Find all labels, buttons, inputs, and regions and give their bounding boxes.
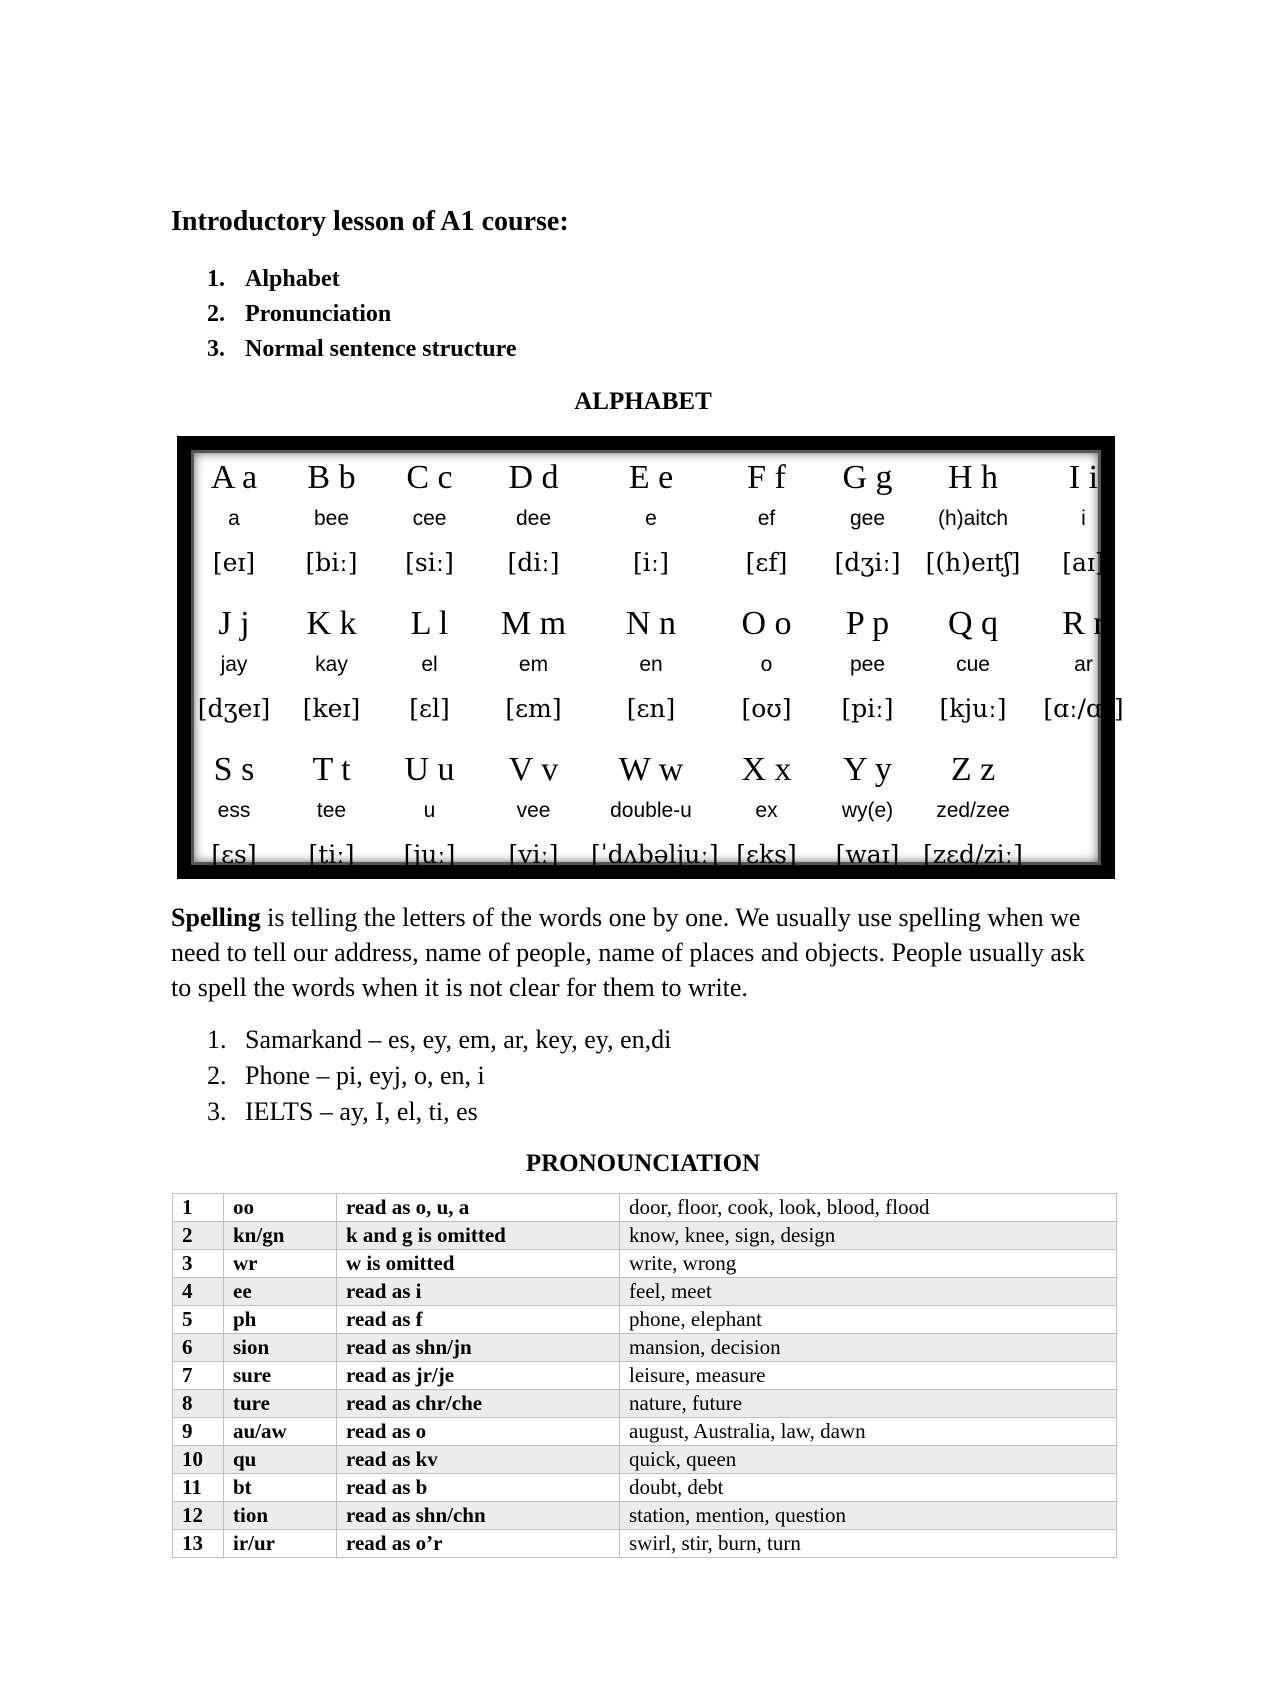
letter-ipa: [viː]: [508, 840, 559, 869]
letter-ipa: [ɛf]: [745, 548, 788, 577]
example-number: 1.: [207, 1025, 227, 1054]
letter-ipa: [ɛn]: [626, 694, 676, 723]
example-words: leisure, measure: [620, 1362, 1117, 1390]
letter-combination: oo: [224, 1194, 337, 1222]
row-number: 4: [173, 1278, 224, 1306]
outline-item: [207, 262, 516, 297]
alphabet-letter: B b: [307, 459, 356, 496]
alphabet-letter: I i: [1068, 459, 1099, 496]
alphabet-cell: [289, 459, 374, 584]
alphabet-cell: [194, 459, 274, 584]
alphabet-cell: [820, 751, 915, 876]
table-row: [173, 1446, 1117, 1474]
row-number: 7: [173, 1362, 224, 1390]
alphabet-cell: [820, 605, 915, 730]
table-row: [173, 1530, 1117, 1558]
alphabet-cell: [591, 605, 711, 730]
letter-name: gee: [849, 507, 886, 530]
letter-ipa: [diː]: [507, 548, 560, 577]
row-number: 5: [173, 1306, 224, 1334]
table-row: [173, 1502, 1117, 1530]
spelling-examples: [207, 1022, 671, 1130]
letter-combination: au/aw: [224, 1418, 337, 1446]
letter-name: em: [518, 653, 549, 676]
letter-ipa: [(h)eɪtʃ]: [925, 548, 1021, 577]
row-number: 13: [173, 1530, 224, 1558]
row-number: 2: [173, 1222, 224, 1250]
table-row: [173, 1222, 1117, 1250]
alphabet-cell: [289, 605, 374, 730]
alphabet-cell: [387, 605, 472, 730]
alphabet-letter: L l: [410, 605, 449, 642]
table-row: [173, 1278, 1117, 1306]
outline-number: 1.: [207, 266, 225, 292]
letter-ipa: [dʒeɪ]: [197, 694, 271, 723]
letter-combination: qu: [224, 1446, 337, 1474]
example-words: feel, meet: [620, 1278, 1117, 1306]
pronunciation-rule: read as o’r: [337, 1530, 620, 1558]
letter-name: e: [645, 507, 657, 530]
row-number: 9: [173, 1418, 224, 1446]
letter-combination: wr: [224, 1250, 337, 1278]
pronunciation-rule: w is omitted: [337, 1250, 620, 1278]
pronunciation-rule: read as o: [337, 1418, 620, 1446]
letter-ipa: [dʒiː]: [834, 548, 901, 577]
alphabet-letter: E e: [628, 459, 674, 496]
alphabet-letter: Y y: [843, 751, 892, 788]
alphabet-chart: [177, 436, 1124, 879]
alphabet-letter: F f: [747, 459, 786, 496]
example-words: write, wrong: [620, 1250, 1117, 1278]
alphabet-letter: Q q: [947, 605, 999, 642]
pronunciation-rule: read as chr/che: [337, 1390, 620, 1418]
pronunciation-rule: read as shn/chn: [337, 1502, 620, 1530]
example-words: mansion, decision: [620, 1334, 1117, 1362]
letter-name: en: [639, 653, 663, 676]
alphabet-cell: [729, 459, 804, 584]
letter-name: i: [1081, 507, 1086, 530]
spelling-example: [207, 1022, 671, 1058]
letter-name: a: [228, 507, 240, 530]
alphabet-cell: [591, 459, 711, 584]
letter-name: u: [423, 799, 436, 822]
page-title: Introductory lesson of A1 course:: [171, 206, 569, 237]
pronunciation-rule: read as o, u, a: [337, 1194, 620, 1222]
alphabet-grid: [194, 453, 1124, 869]
alphabet-cell: [729, 751, 804, 876]
spelling-definition: is telling the letters of the words one by one. We usually use spelling when we need to tell our address, name of people, name of places and objects. People usually ask to spell the words when it is not clear for them to write.: [171, 903, 1086, 1002]
alphabet-letter: S s: [213, 751, 255, 788]
alphabet-letter: T t: [312, 751, 351, 788]
alphabet-letter: H h: [947, 459, 999, 496]
letter-name: cee: [412, 507, 447, 530]
spelling-example: [207, 1058, 671, 1094]
table-row: [173, 1418, 1117, 1446]
letter-name: zed/zee: [936, 799, 1010, 822]
alphabet-letter: J j: [218, 605, 250, 642]
letter-combination: ph: [224, 1306, 337, 1334]
alphabet-chart-frame: [191, 450, 1124, 869]
pronunciation-heading: PRONOUNCIATION: [525, 1150, 761, 1177]
letter-name: wy(e): [841, 799, 894, 822]
letter-ipa: [ɑː/ɑr]: [1043, 694, 1124, 723]
outline-label: Pronunciation: [245, 301, 392, 327]
row-number: 11: [173, 1474, 224, 1502]
alphabet-letter: N n: [625, 605, 677, 642]
example-words: swirl, stir, burn, turn: [620, 1530, 1117, 1558]
alphabet-letter: W w: [618, 751, 684, 788]
table-row: [173, 1194, 1117, 1222]
pronunciation-rule: read as jr/je: [337, 1362, 620, 1390]
alphabet-letter: C c: [406, 459, 453, 496]
alphabet-heading: ALPHABET: [574, 388, 712, 415]
outline-number: 3.: [207, 336, 225, 362]
alphabet-letter: U u: [404, 751, 455, 788]
row-number: 6: [173, 1334, 224, 1362]
table-row: [173, 1334, 1117, 1362]
letter-ipa: [ˈdʌbəljuː]: [591, 840, 719, 869]
pronunciation-table: [172, 1193, 1117, 1558]
alphabet-letter: X x: [741, 751, 792, 788]
letter-ipa: [kjuː]: [939, 694, 1007, 723]
alphabet-cell: [918, 751, 1028, 876]
letter-combination: sure: [224, 1362, 337, 1390]
row-number: 1: [173, 1194, 224, 1222]
letter-ipa: [zɛd/ziː]: [923, 840, 1023, 869]
letter-combination: ture: [224, 1390, 337, 1418]
example-words: august, Australia, law, dawn: [620, 1418, 1117, 1446]
letter-combination: ir/ur: [224, 1530, 337, 1558]
example-words: phone, elephant: [620, 1306, 1117, 1334]
letter-name: o: [760, 653, 773, 676]
example-words: doubt, debt: [620, 1474, 1117, 1502]
letter-ipa: [eɪ]: [212, 548, 256, 577]
alphabet-cell: [486, 459, 581, 584]
example-text: Phone – pi, eyj, o, en, i: [245, 1061, 485, 1090]
alphabet-cell: [194, 605, 274, 730]
letter-name: tee: [316, 799, 347, 822]
table-row: [173, 1362, 1117, 1390]
alphabet-cell: [387, 751, 472, 876]
letter-name: ar: [1074, 653, 1093, 676]
letter-ipa: [siː]: [405, 548, 454, 577]
alphabet-cell: [1042, 459, 1125, 584]
letter-combination: sion: [224, 1334, 337, 1362]
letter-combination: kn/gn: [224, 1222, 337, 1250]
letter-name: cue: [956, 653, 990, 676]
alphabet-cell: [918, 605, 1028, 730]
table-row: [173, 1306, 1117, 1334]
row-number: 12: [173, 1502, 224, 1530]
alphabet-letter: O o: [741, 605, 792, 642]
alphabet-letter: V v: [508, 751, 559, 788]
alphabet-cell: [387, 459, 472, 584]
letter-combination: bt: [224, 1474, 337, 1502]
pronunciation-rule: read as kv: [337, 1446, 620, 1474]
alphabet-cell: [820, 459, 915, 584]
alphabet-letter: M m: [500, 605, 567, 642]
letter-name: (h)aitch: [937, 507, 1009, 530]
outline-number: 2.: [207, 301, 225, 327]
alphabet-letter: K k: [306, 605, 357, 642]
lesson-outline: [207, 262, 516, 367]
letter-ipa: [aɪ]: [1062, 548, 1105, 577]
letter-ipa: [biː]: [305, 548, 358, 577]
letter-ipa: [ɛl]: [409, 694, 450, 723]
pronunciation-rule: read as i: [337, 1278, 620, 1306]
example-words: door, floor, cook, look, blood, flood: [620, 1194, 1117, 1222]
letter-name: ex: [755, 799, 778, 822]
letter-ipa: [iː]: [633, 548, 669, 577]
letter-ipa: [ɛs]: [211, 840, 257, 869]
letter-ipa: [waɪ]: [835, 840, 900, 869]
alphabet-cell: [591, 751, 719, 876]
letter-ipa: [tiː]: [308, 840, 355, 869]
outline-label: Normal sentence structure: [245, 336, 517, 362]
alphabet-cell: [289, 751, 374, 876]
example-words: station, mention, question: [620, 1502, 1117, 1530]
alphabet-cell: [1042, 605, 1125, 730]
table-row: [173, 1474, 1117, 1502]
alphabet-cell: [918, 459, 1028, 584]
alphabet-cell: [729, 605, 804, 730]
outline-label: Alphabet: [245, 266, 340, 292]
example-number: 3.: [207, 1097, 227, 1126]
row-number: 10: [173, 1446, 224, 1474]
letter-ipa: [ɛks]: [736, 840, 797, 869]
alphabet-letter: A a: [210, 459, 258, 496]
letter-name: vee: [516, 799, 551, 822]
letter-name: jay: [220, 653, 248, 676]
table-row: [173, 1250, 1117, 1278]
letter-name: ef: [757, 507, 776, 530]
letter-ipa: [keɪ]: [302, 694, 361, 723]
letter-name: el: [421, 653, 438, 676]
alphabet-cell: [486, 605, 581, 730]
alphabet-cell: [194, 751, 274, 876]
outline-item: [207, 332, 516, 367]
example-words: quick, queen: [620, 1446, 1117, 1474]
letter-ipa: [piː]: [841, 694, 894, 723]
letter-name: ess: [217, 799, 251, 822]
spelling-term: Spelling: [171, 903, 261, 932]
alphabet-letter: Z z: [950, 751, 996, 788]
pronunciation-table-body: [173, 1194, 1117, 1558]
pronunciation-rule: read as shn/jn: [337, 1334, 620, 1362]
example-text: Samarkand – es, ey, em, ar, key, ey, en,di: [245, 1025, 672, 1054]
alphabet-letter: D d: [508, 459, 559, 496]
row-number: 3: [173, 1250, 224, 1278]
alphabet-letter: P p: [845, 605, 890, 642]
outline-item: [207, 297, 516, 332]
pronunciation-rule: read as b: [337, 1474, 620, 1502]
alphabet-letter: G g: [842, 459, 893, 496]
pronunciation-rule: k and g is omitted: [337, 1222, 620, 1250]
example-words: know, knee, sign, design: [620, 1222, 1117, 1250]
letter-combination: ee: [224, 1278, 337, 1306]
alphabet-cell: [486, 751, 581, 876]
letter-name: bee: [313, 507, 350, 530]
pronunciation-rule: read as f: [337, 1306, 620, 1334]
letter-name: dee: [515, 507, 552, 530]
letter-ipa: [ɛm]: [505, 694, 562, 723]
table-row: [173, 1390, 1117, 1418]
alphabet-letter: R r: [1062, 605, 1105, 642]
spelling-paragraph: [171, 900, 1091, 1005]
spelling-example: [207, 1094, 671, 1130]
letter-name: kay: [315, 653, 348, 676]
letter-name: double-u: [610, 799, 692, 822]
example-words: nature, future: [620, 1390, 1117, 1418]
letter-ipa: [juː]: [403, 840, 456, 869]
example-number: 2.: [207, 1061, 227, 1090]
letter-name: pee: [849, 653, 886, 676]
row-number: 8: [173, 1390, 224, 1418]
letter-combination: tion: [224, 1502, 337, 1530]
letter-ipa: [oʊ]: [741, 694, 792, 723]
example-text: IELTS – ay, I, el, ti, es: [245, 1097, 478, 1126]
